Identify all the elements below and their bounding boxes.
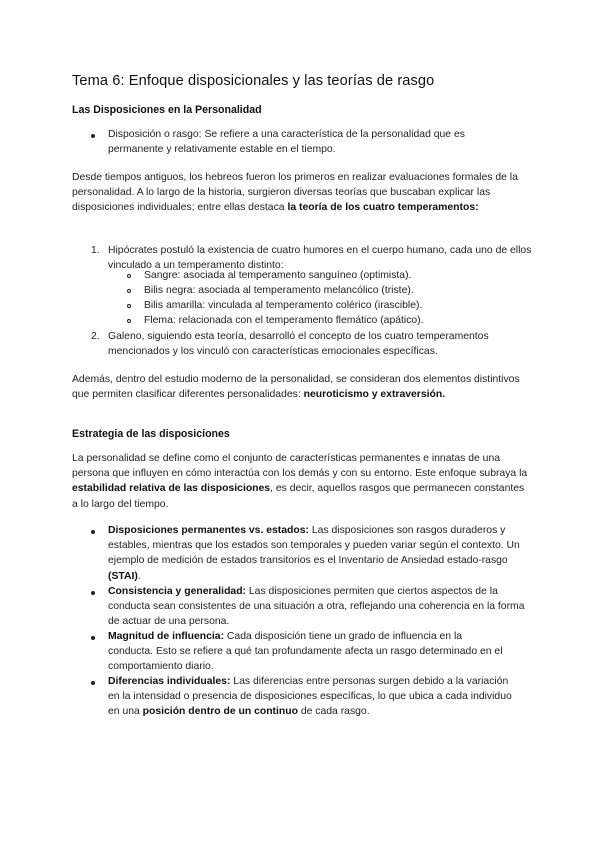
bullet-marker [91,530,95,534]
list-item-diferencias [108,674,518,720]
paragraph-text: Además, dentro del estudio moderno de la personalidad, se consideran dos elementos distintivos que permiten clasificar diferentes personalidades: [72,374,520,401]
paragraph-estrategia [72,451,528,512]
item-text: Las diferencias entre personas surgen debido a la variación en la intensidad o presencia de disposiciones específicas, lo que ubica a cada individuo en una [108,676,512,718]
bullet-marker [91,681,95,685]
paragraph-text: , es decir, aquellos rasgos que permanecen constantes a lo largo del tiempo. [72,483,525,510]
bullet-marker [91,636,95,640]
item-label: Disposiciones permanentes vs. estados: [108,525,309,536]
item-label: Consistencia y generalidad: [108,586,247,597]
paragraph-text: Desde tiempos antiguos, los hebreos fueron los primeros en realizar evaluaciones formales de la personalidad. A lo largo de la historia, surgieron diversas teorías que buscaban explicar las disposiciones individuales; entre ellas destaca [72,172,518,214]
list-item-magnitud [108,629,508,675]
item-label: Magnitud de influencia: [108,631,225,642]
bullet-marker [91,134,95,138]
item-emphasis-continuo: posición dentro de un continuo [142,706,298,718]
section-heading-estrategia: Estrategia de las disposiciones [72,428,230,440]
item-text: Cada disposición tiene un grado de influencia en la conducta. Esto se refiere a qué tan profundamente afecta un rasgo determinado en el comportamiento diario. [108,631,503,673]
sub-item-flema: Flema: relacionada con el temperamento flemático (apático). [144,315,424,326]
paragraph-text: La personalidad se define como el conjunto de características permanentes e innatas de una persona que influyen en cómo interactúa con los demás y con su entorno. Este enfoque subraya la [72,453,528,480]
bullet-marker [91,591,95,595]
list-item-permanentes [108,523,526,584]
section-heading-disposiciones: Las Disposiciones en la Personalidad [72,104,262,116]
sub-item-bilis-negra: Bilis negra: asociada al temperamento melancólico (triste). [144,285,414,296]
sub-item-sangre: Sangre: asociada al temperamento sanguíneo (optimista). [144,270,412,281]
sub-bullet-marker [127,319,131,323]
emphasis-estabilidad: estabilidad relativa de las disposiciones [72,483,271,495]
paragraph-moderno [72,372,534,402]
item-text: de cada rasgo. [297,706,370,718]
sub-bullet-marker [127,304,131,308]
item-text: Las disposiciones permiten que ciertos aspectos de la conducta sean consistentes de una situación a otra, reflejando una coherencia en la forma de actuar de una persona. [108,586,525,628]
item-emphasis-stai: (STAI) [108,570,138,582]
page-title: Tema 6: Enfoque disposicionales y las teorías de rasgo [72,73,435,89]
sub-bullet-marker [127,289,131,293]
list-item-consistencia [108,584,528,630]
item-text: . [137,570,141,582]
ordered-marker-1: 1. [91,245,100,256]
ordered-marker-2: 2. [91,331,100,342]
item-label: Diferencias individuales: [108,676,231,687]
sub-item-bilis-amarilla: Bilis amarilla: vinculada al temperamento colérico (irascible). [144,300,423,311]
ordered-item-galeno: Galeno, siguiendo esta teoría, desarrolló el concepto de los cuatro temperamentos mencionados y los vinculó con características emocionales específicas. [108,331,489,358]
paragraph-historia [72,170,532,216]
list-item-disposicion: Disposición o rasgo: Se refiere a una característica de la personalidad que es permanente y relativamente estable en el tiempo. [108,129,465,156]
ordered-item-hipocrates: Hipócrates postuló la existencia de cuatro humores en el cuerpo humano, cada uno de ellos vinculado a un temperamento distinto: [108,245,532,272]
item-text: Las disposiciones son rasgos duraderos y estables, mientras que los estados son temporales y pueden variar según el contexto. Un ejemplo de medición de estados transitorios es el Inventario de Ansiedad estado-rasgo [108,525,520,567]
emphasis-neuroticismo: neuroticismo y extraversión. [303,389,446,401]
sub-bullet-marker [127,274,131,278]
emphasis-cuatro-temperamentos: la teoría de los cuatro temperamentos: [287,202,479,214]
